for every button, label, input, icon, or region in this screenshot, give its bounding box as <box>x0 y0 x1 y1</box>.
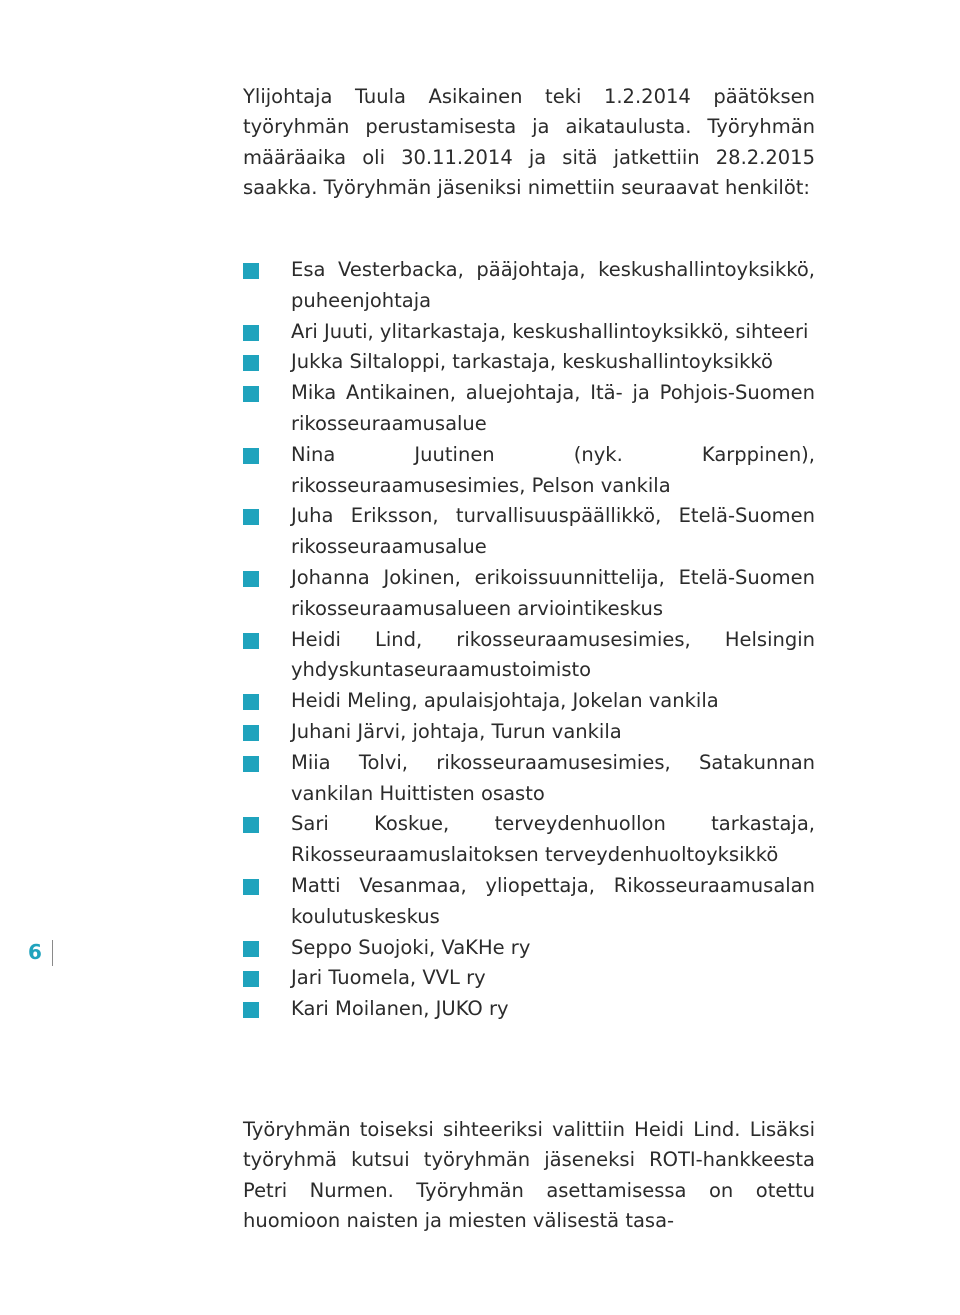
list-item <box>243 717 815 748</box>
member-text: Heidi Meling, apulaisjohtaja, Jokelan vankila <box>291 689 719 713</box>
square-bullet-icon <box>243 756 259 772</box>
member-text: Esa Vesterbacka, pääjohtaja, keskushallintoyksikkö, puheenjohtaja <box>291 258 815 312</box>
member-text: Jukka Siltaloppi, tarkastaja, keskushallintoyksikkö <box>291 350 773 374</box>
list-item <box>243 933 815 964</box>
member-text: Nina Juutinen (nyk. Karppinen), rikosseuraamusesimies, Pelson vankila <box>291 442 815 497</box>
square-bullet-icon <box>243 633 259 649</box>
square-bullet-icon <box>243 941 259 957</box>
member-text: Kari Moilanen, JUKO ry <box>291 997 509 1021</box>
page-number: 6 <box>28 940 42 964</box>
list-item <box>243 440 815 502</box>
list-item <box>243 563 815 625</box>
member-text: Ari Juuti, ylitarkastaja, keskushallintoyksikkö, sihteeri <box>291 319 809 343</box>
member-text: Jari Tuomela, VVL ry <box>291 966 486 990</box>
list-item <box>243 255 815 317</box>
list-item <box>243 963 815 994</box>
member-text: Mika Antikainen, aluejohtaja, Itä- ja Pohjois-Suomen rikosseuraamusalue <box>291 381 815 435</box>
member-text: Juha Eriksson, turvallisuuspäällikkö, Etelä-Suomen rikosseuraamusalue <box>291 504 815 559</box>
square-bullet-icon <box>243 263 259 279</box>
square-bullet-icon <box>243 509 259 525</box>
list-item <box>243 317 815 348</box>
list-item <box>243 748 815 810</box>
square-bullet-icon <box>243 1002 259 1018</box>
page-number-divider <box>52 940 53 966</box>
square-bullet-icon <box>243 817 259 833</box>
list-item <box>243 347 815 378</box>
member-text: Seppo Suojoki, VaKHe ry <box>291 935 531 959</box>
square-bullet-icon <box>243 386 259 402</box>
intro-paragraph: Ylijohtaja Tuula Asikainen teki 1.2.2014 päätöksen työryhmän perustamisesta ja aikataulusta. Työryhmän määräaika oli 30.11.2014 ja sitä jatkettiin 28.2.2015 saakka. Työryhmän jäseniksi nimettiin seuraavat henkilöt: <box>243 85 815 199</box>
square-bullet-icon <box>243 879 259 895</box>
list-item <box>243 686 815 717</box>
list-item <box>243 625 815 687</box>
list-item <box>243 809 815 871</box>
square-bullet-icon <box>243 571 259 587</box>
member-list <box>243 255 815 1025</box>
member-text: Heidi Lind, rikosseuraamusesimies, Helsingin yhdyskuntaseuraamustoimisto <box>291 627 815 682</box>
square-bullet-icon <box>243 325 259 341</box>
closing-paragraph: Työryhmän toiseksi sihteeriksi valittiin Heidi Lind. Lisäksi työryhmä kutsui työryhmän jäseneksi ROTI-hankkeesta Petri Nurmen. Työryhmän asettamisessa on otettu huomioon naisten ja miesten välisestä tasa- <box>243 1118 815 1232</box>
list-item <box>243 994 815 1025</box>
member-text: Sari Koskue, terveydenhuollon tarkastaja, Rikosseuraamuslaitoksen terveydenhuoltoyksikkö <box>291 812 815 867</box>
square-bullet-icon <box>243 725 259 741</box>
member-text: Matti Vesanmaa, yliopettaja, Rikosseuraamusalan koulutuskeskus <box>291 873 815 928</box>
member-text: Johanna Jokinen, erikoissuunnittelija, Etelä-Suomen rikosseuraamusalueen arviointikeskus <box>291 565 815 620</box>
member-text: Juhani Järvi, johtaja, Turun vankila <box>291 719 622 743</box>
member-text: Miia Tolvi, rikosseuraamusesimies, Satakunnan vankilan Huittisten osasto <box>291 750 815 805</box>
square-bullet-icon <box>243 971 259 987</box>
list-item <box>243 871 815 933</box>
square-bullet-icon <box>243 355 259 371</box>
list-item <box>243 501 815 563</box>
list-item <box>243 378 815 440</box>
square-bullet-icon <box>243 448 259 464</box>
square-bullet-icon <box>243 694 259 710</box>
